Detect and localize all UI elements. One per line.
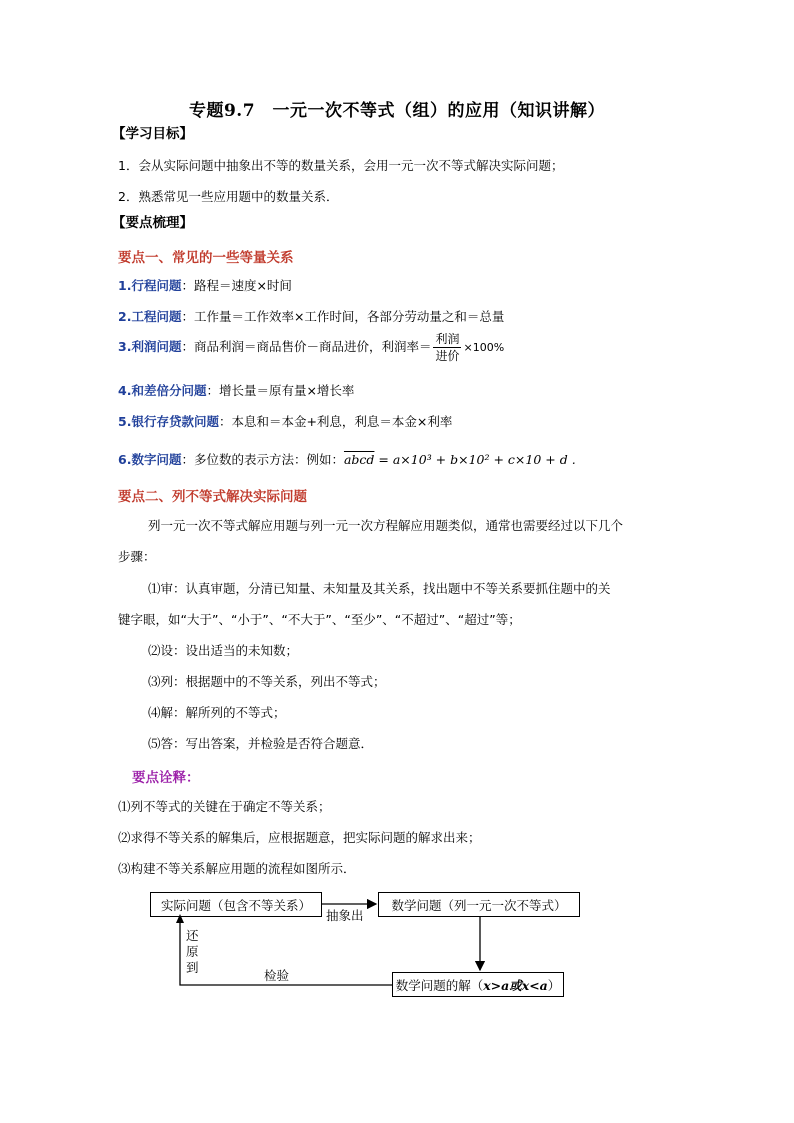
goal-1: 1．会从实际问题中抽象出不等的数量关系，会用一元一次不等式解决实际问题； xyxy=(118,158,564,173)
note-3: ⑶构建不等关系解应用题的流程如图所示． xyxy=(118,861,356,876)
step-3: ⑶列：根据题中的不等关系，列出不等式； xyxy=(148,674,386,689)
fraction-suffix: ×100% xyxy=(463,341,505,354)
relation-text: ：路程＝速度×时间 xyxy=(181,278,292,293)
step-1a: ⑴审：认真审题，分清已知量、未知量及其关系，找出题中不等关系要抓住题中的关 xyxy=(148,581,611,596)
relation-name: 1.行程问题 xyxy=(118,278,182,293)
fraction-denominator: 进价 xyxy=(435,349,460,363)
flow-label-abstract: 抽象出 xyxy=(326,908,364,923)
note-1: ⑴列不等式的关键在于确定不等关系； xyxy=(118,799,331,814)
note-2: ⑵求得不等关系的解集后，应根据题意，把实际问题的解求出来； xyxy=(118,830,481,845)
digit-lhs: abcd xyxy=(343,452,375,467)
section-goals: 【学习目标】 xyxy=(112,126,193,142)
solution-prefix: 数学问题的解（ xyxy=(395,977,484,993)
solution-suffix: ） xyxy=(547,977,561,993)
relation-text: ：本息和＝本金+利息，利息＝本金×利率 xyxy=(218,414,453,429)
fraction-numerator: 利润 xyxy=(435,332,460,346)
goal-2: 2．熟悉常见一些应用题中的数量关系． xyxy=(118,189,339,204)
relation-text: ：工作量＝工作效率×工作时间，各部分劳动量之和＝总量 xyxy=(181,309,505,324)
relation-name: 6.数字问题 xyxy=(118,452,182,467)
solution-math: x>a或x<a xyxy=(483,977,548,993)
flow-box-solution xyxy=(392,972,564,997)
digit-rhs: = a×10³ + b×10² + c×10 + d . xyxy=(374,452,576,467)
intro-line-2: 步骤： xyxy=(118,549,156,564)
relation-text: ：增长量＝原有量×增长率 xyxy=(206,383,355,398)
relation-name: 5.银行存贷款问题 xyxy=(118,414,219,429)
intro-line-1: 列一元一次不等式解应用题与列一元一次方程解应用题类似，通常也需要经过以下几个 xyxy=(148,518,624,533)
step-2: ⑵设：设出适当的未知数； xyxy=(148,643,299,658)
relation-name: 3.利润问题 xyxy=(118,339,182,354)
flow-box-real-problem: 实际问题（包含不等关系） xyxy=(150,892,322,917)
page-title: 专题9.7 一元一次不等式（组）的应用（知识讲解） xyxy=(188,101,606,121)
step-4: ⑷解：解所列的不等式； xyxy=(148,705,286,720)
step-5: ⑸答：写出答案，并检验是否符合题意． xyxy=(148,736,374,751)
flow-label-restore xyxy=(186,928,199,976)
relation-text: ：多位数的表示方法：例如： xyxy=(181,452,344,467)
key-point-2: 要点二、列不等式解决实际问题 xyxy=(118,489,307,505)
note-title: 要点诠释： xyxy=(132,770,200,786)
step-1b: 键字眼，如“大于”、“小于”、“不大于”、“至少”、“不超过”、“超过”等； xyxy=(118,612,521,627)
key-point-1: 要点一、常见的一些等量关系 xyxy=(118,250,294,266)
flow-label-check: 检验 xyxy=(264,968,290,983)
flow-box-math-problem: 数学问题（列一元一次不等式） xyxy=(378,892,580,917)
restore-char: 还 xyxy=(186,928,199,943)
restore-char: 到 xyxy=(186,960,199,975)
relation-name: 4.和差倍分问题 xyxy=(118,383,207,398)
relation-name: 2.工程问题 xyxy=(118,309,182,324)
relation-text: ：商品利润＝商品售价－商品进价，利润率＝ xyxy=(181,339,432,354)
section-points: 【要点梳理】 xyxy=(112,215,193,231)
restore-char: 原 xyxy=(186,944,199,959)
